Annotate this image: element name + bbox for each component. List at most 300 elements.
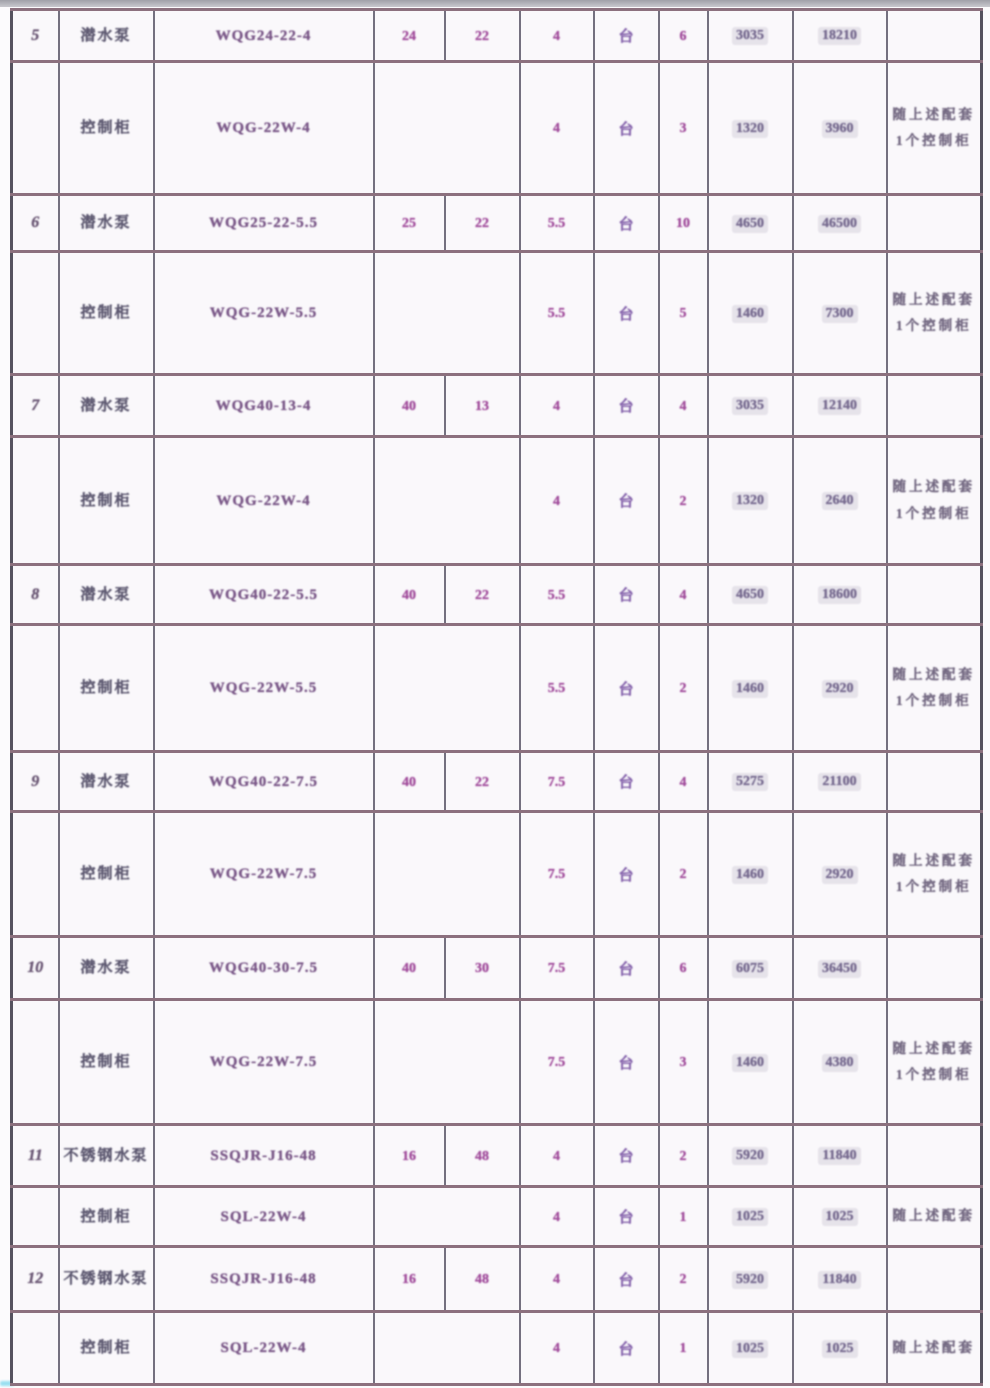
cell-power-text: 7.5 xyxy=(547,774,566,790)
cell-model xyxy=(154,195,374,252)
cell-unit-price-text: 3035 xyxy=(732,27,768,45)
cell-total-price xyxy=(793,1000,887,1125)
pump-row xyxy=(12,1125,982,1187)
cell-unit-text: 台 xyxy=(618,29,634,45)
cell-unit-text: 台 xyxy=(618,867,634,884)
cell-qty-text: 2 xyxy=(679,1272,687,1287)
cell-model xyxy=(154,752,374,812)
cell-unit-price-text: 1460 xyxy=(732,1054,768,1072)
cell-no xyxy=(12,812,59,937)
cell-total-price xyxy=(793,625,887,752)
cell-name-text: 控制柜 xyxy=(80,305,132,321)
cell-flow-text: 40 xyxy=(402,774,416,790)
cell-model-text: WQG-22W-5.5 xyxy=(209,680,318,696)
cell-name xyxy=(59,1312,154,1385)
control-cabinet-row xyxy=(12,437,982,565)
cell-name-text: 潜水泵 xyxy=(80,27,132,44)
cell-no xyxy=(12,62,59,195)
cell-total-price-text: 18210 xyxy=(818,27,861,45)
cell-qty xyxy=(659,1187,708,1247)
cell-no xyxy=(12,437,59,565)
cell-unit-text: 台 xyxy=(618,1149,634,1165)
cell-unit xyxy=(594,625,659,752)
cell-unit-price xyxy=(708,10,793,62)
equipment-table-body xyxy=(12,10,982,1385)
cell-unit xyxy=(594,752,659,812)
cell-unit-price-text: 5920 xyxy=(732,1271,768,1289)
cell-head xyxy=(445,195,520,252)
cell-remark-text: 随上述配套1个控制柜 xyxy=(892,106,975,148)
cell-unit-text: 台 xyxy=(618,306,634,323)
cell-unit-text: 台 xyxy=(618,1272,634,1289)
cell-no-text: 7 xyxy=(31,396,40,414)
cell-power xyxy=(520,937,594,1000)
cell-unit-text: 台 xyxy=(618,1055,634,1072)
cell-unit-text: 台 xyxy=(618,1210,634,1226)
cell-qty-text: 4 xyxy=(679,398,687,414)
cell-flow xyxy=(374,752,445,812)
cell-qty xyxy=(659,937,708,1000)
cell-head xyxy=(445,565,520,625)
cell-flow xyxy=(374,10,445,62)
cell-model xyxy=(154,937,374,1000)
cell-name xyxy=(59,752,154,812)
control-cabinet-row xyxy=(12,1187,982,1247)
cell-remark xyxy=(887,437,982,565)
cell-name xyxy=(59,1187,154,1247)
cell-no xyxy=(12,937,59,1000)
cell-model xyxy=(154,1312,374,1385)
cell-qty xyxy=(659,195,708,252)
cell-total-price-text: 1025 xyxy=(822,1208,858,1226)
control-cabinet-row xyxy=(12,1000,982,1125)
cell-no xyxy=(12,625,59,752)
cell-model xyxy=(154,1125,374,1187)
cell-flow-head-merged xyxy=(374,62,520,195)
cell-qty-text: 6 xyxy=(679,28,687,44)
cell-unit-price xyxy=(708,437,793,565)
cell-remark-text: 随上述配套1个控制柜 xyxy=(892,1040,975,1082)
cell-unit xyxy=(594,1247,659,1312)
cell-unit-price-text: 4650 xyxy=(732,586,768,604)
cell-flow xyxy=(374,1125,445,1187)
cell-name xyxy=(59,1247,154,1312)
cell-qty xyxy=(659,752,708,812)
cell-name xyxy=(59,1125,154,1187)
cell-name xyxy=(59,937,154,1000)
cell-power xyxy=(520,1000,594,1125)
cell-flow-head-merged xyxy=(374,1312,520,1385)
cell-name-text: 控制柜 xyxy=(80,120,132,136)
cell-model-text: WQG40-22-5.5 xyxy=(208,586,319,603)
cell-model-text: SSQJR-J16-48 xyxy=(210,1271,317,1287)
cell-power xyxy=(520,1312,594,1385)
cell-unit-price xyxy=(708,937,793,1000)
cell-qty-text: 3 xyxy=(679,1055,687,1070)
cell-power-text: 5.5 xyxy=(547,681,566,696)
cell-power xyxy=(520,1125,594,1187)
cell-no xyxy=(12,1000,59,1125)
cell-name-text: 控制柜 xyxy=(80,1054,132,1070)
cell-total-price-text: 21100 xyxy=(818,773,860,791)
cell-head xyxy=(445,10,520,62)
cell-qty-text: 4 xyxy=(679,587,687,603)
cell-head-text: 22 xyxy=(475,774,489,790)
pump-row xyxy=(12,937,982,1000)
cell-head-text: 48 xyxy=(475,1148,489,1164)
cell-power-text: 4 xyxy=(553,1272,560,1287)
cell-head-text: 48 xyxy=(475,1272,489,1287)
cell-power xyxy=(520,1247,594,1312)
cell-total-price xyxy=(793,565,887,625)
cell-unit-text: 台 xyxy=(618,216,634,233)
cell-name-text: 控制柜 xyxy=(80,1208,132,1225)
cell-unit xyxy=(594,62,659,195)
cell-total-price-text: 11840 xyxy=(818,1147,860,1165)
cell-head xyxy=(445,1125,520,1187)
cell-unit-price xyxy=(708,1247,793,1312)
cell-total-price-text: 18600 xyxy=(818,586,861,604)
cell-model xyxy=(154,565,374,625)
cell-flow-head-merged xyxy=(374,252,520,375)
cell-model-text: WQG24-22-4 xyxy=(215,27,312,44)
cell-no xyxy=(12,1125,59,1187)
cell-unit xyxy=(594,937,659,1000)
cell-qty xyxy=(659,10,708,62)
cell-unit-price xyxy=(708,1125,793,1187)
cell-model xyxy=(154,1187,374,1247)
cell-model-text: WQG-22W-7.5 xyxy=(209,866,318,882)
cell-power xyxy=(520,437,594,565)
cell-total-price-text: 2920 xyxy=(822,866,858,884)
cell-total-price-text: 7300 xyxy=(822,305,858,323)
pump-row xyxy=(12,195,982,252)
pump-row xyxy=(12,752,982,812)
cell-no-text: 5 xyxy=(31,26,40,44)
cell-qty xyxy=(659,62,708,195)
cell-remark xyxy=(887,1187,982,1247)
scanned-table-page xyxy=(10,8,983,1386)
cell-model-text: SQL-22W-4 xyxy=(220,1208,307,1225)
cell-name-text: 潜水泵 xyxy=(80,960,132,976)
cell-total-price-text: 46500 xyxy=(818,215,861,233)
cell-total-price-text: 2920 xyxy=(822,680,858,698)
cell-unit-price xyxy=(708,752,793,812)
cell-unit-price-text: 5920 xyxy=(732,1147,768,1165)
cell-remark xyxy=(887,937,982,1000)
cell-qty-text: 2 xyxy=(679,681,687,696)
cell-unit xyxy=(594,565,659,625)
cell-unit-price xyxy=(708,62,793,195)
cell-no-text: 9 xyxy=(31,772,40,790)
cell-power xyxy=(520,62,594,195)
cell-power-text: 4 xyxy=(553,28,560,44)
cell-power-text: 4 xyxy=(553,493,560,509)
cell-unit-price-text: 1025 xyxy=(732,1208,768,1226)
cell-name xyxy=(59,625,154,752)
cell-qty xyxy=(659,1247,708,1312)
cell-unit xyxy=(594,812,659,937)
cell-model-text: WQG40-30-7.5 xyxy=(208,960,319,976)
cell-flow-text: 16 xyxy=(402,1148,416,1164)
cell-remark xyxy=(887,752,982,812)
cell-qty-text: 2 xyxy=(679,493,687,509)
cell-head-text: 30 xyxy=(475,961,489,976)
cell-total-price-text: 1025 xyxy=(822,1340,858,1358)
cell-model xyxy=(154,62,374,195)
cell-unit-text: 台 xyxy=(618,494,634,510)
equipment-table xyxy=(10,8,983,1386)
cell-model-text: SQL-22W-4 xyxy=(220,1340,307,1356)
cell-remark xyxy=(887,1000,982,1125)
cell-flow-text: 40 xyxy=(402,587,416,603)
cell-unit-text: 台 xyxy=(618,121,634,138)
cell-name xyxy=(59,252,154,375)
cell-qty xyxy=(659,812,708,937)
cell-model xyxy=(154,1247,374,1312)
cell-name xyxy=(59,565,154,625)
cell-name xyxy=(59,1000,154,1125)
cell-total-price xyxy=(793,937,887,1000)
cell-remark-text: 随上述配套1个控制柜 xyxy=(892,852,975,894)
cell-model xyxy=(154,10,374,62)
cell-qty-text: 3 xyxy=(679,121,687,136)
cell-unit-price xyxy=(708,1312,793,1385)
cell-remark xyxy=(887,565,982,625)
cell-qty-text: 5 xyxy=(679,306,687,321)
cell-head-text: 13 xyxy=(475,398,489,414)
control-cabinet-row xyxy=(12,1312,982,1385)
cell-total-price xyxy=(793,375,887,437)
cell-power xyxy=(520,565,594,625)
cell-no-text: 12 xyxy=(27,1270,44,1287)
cell-qty xyxy=(659,252,708,375)
cell-power-text: 4 xyxy=(553,1148,560,1164)
cell-unit-text: 台 xyxy=(618,775,634,791)
cell-remark xyxy=(887,252,982,375)
cell-qty-text: 1 xyxy=(679,1341,687,1356)
cell-flow xyxy=(374,375,445,437)
cell-qty xyxy=(659,565,708,625)
cell-name xyxy=(59,812,154,937)
cell-unit-price-text: 1025 xyxy=(732,1340,768,1358)
cell-name-text: 潜水泵 xyxy=(80,586,132,603)
cell-unit-price-text: 1460 xyxy=(732,305,768,323)
cell-power-text: 4 xyxy=(553,121,560,136)
cell-no xyxy=(12,752,59,812)
cell-power xyxy=(520,252,594,375)
cell-power-text: 5.5 xyxy=(547,587,566,603)
cell-unit xyxy=(594,195,659,252)
pump-row xyxy=(12,10,982,62)
cell-power xyxy=(520,625,594,752)
cell-unit-price xyxy=(708,375,793,437)
cell-name xyxy=(59,437,154,565)
cell-unit-text: 台 xyxy=(618,1341,634,1358)
cell-remark-text: 随上述配套 xyxy=(892,1208,975,1224)
cell-total-price-text: 2640 xyxy=(822,492,858,510)
cell-name xyxy=(59,375,154,437)
cell-unit-price xyxy=(708,1187,793,1247)
cell-name-text: 控制柜 xyxy=(80,492,132,509)
cell-unit-price-text: 1460 xyxy=(732,866,768,884)
cell-total-price-text: 4380 xyxy=(822,1054,858,1072)
cell-unit xyxy=(594,437,659,565)
cell-name xyxy=(59,62,154,195)
cell-power xyxy=(520,812,594,937)
cell-flow-text: 16 xyxy=(402,1272,416,1287)
cell-power xyxy=(520,1187,594,1247)
cell-qty-text: 2 xyxy=(679,867,687,882)
cell-no xyxy=(12,565,59,625)
cell-power xyxy=(520,375,594,437)
cell-remark xyxy=(887,375,982,437)
cell-unit-price-text: 1320 xyxy=(732,492,768,510)
cell-model xyxy=(154,375,374,437)
cell-head xyxy=(445,937,520,1000)
cell-total-price xyxy=(793,752,887,812)
cell-qty xyxy=(659,375,708,437)
cell-unit xyxy=(594,10,659,62)
cell-power-text: 7.5 xyxy=(547,961,566,976)
cell-no xyxy=(12,1312,59,1385)
cell-flow-head-merged xyxy=(374,812,520,937)
cell-unit xyxy=(594,375,659,437)
cell-qty-text: 4 xyxy=(679,774,687,790)
cell-total-price xyxy=(793,1187,887,1247)
cell-head xyxy=(445,375,520,437)
cell-name-text: 控制柜 xyxy=(80,866,132,882)
pump-row xyxy=(12,1247,982,1312)
cell-model xyxy=(154,437,374,565)
cell-unit-text: 台 xyxy=(618,961,634,978)
cell-name xyxy=(59,10,154,62)
cell-qty xyxy=(659,1000,708,1125)
cell-total-price xyxy=(793,1125,887,1187)
cell-unit-price xyxy=(708,252,793,375)
cell-total-price-text: 12140 xyxy=(818,397,861,415)
cell-no xyxy=(12,10,59,62)
cell-remark xyxy=(887,625,982,752)
cell-unit xyxy=(594,1312,659,1385)
pump-row xyxy=(12,375,982,437)
control-cabinet-row xyxy=(12,812,982,937)
cell-remark xyxy=(887,195,982,252)
control-cabinet-row xyxy=(12,62,982,195)
cell-head xyxy=(445,752,520,812)
cell-power-text: 4 xyxy=(553,1209,560,1225)
cell-no xyxy=(12,195,59,252)
cell-unit-text: 台 xyxy=(618,588,634,604)
cell-flow-text: 40 xyxy=(402,961,416,976)
cell-total-price-text: 36450 xyxy=(818,960,861,978)
cell-flow-head-merged xyxy=(374,1187,520,1247)
cell-flow-head-merged xyxy=(374,1000,520,1125)
cell-model-text: WQG-22W-4 xyxy=(216,492,311,509)
pump-row xyxy=(12,565,982,625)
cell-total-price xyxy=(793,252,887,375)
cell-power xyxy=(520,752,594,812)
cell-unit-price-text: 6075 xyxy=(732,960,768,978)
cell-unit xyxy=(594,1187,659,1247)
cell-no xyxy=(12,1247,59,1312)
cell-power-text: 7.5 xyxy=(547,867,566,882)
cell-unit-price-text: 4650 xyxy=(732,215,768,233)
cell-name-text: 潜水泵 xyxy=(80,215,132,231)
cell-flow-head-merged xyxy=(374,625,520,752)
cell-remark xyxy=(887,1125,982,1187)
cell-remark-text: 随上述配套1个控制柜 xyxy=(892,291,975,333)
cell-qty xyxy=(659,1125,708,1187)
cell-name-text: 控制柜 xyxy=(80,1340,132,1356)
cell-no xyxy=(12,252,59,375)
control-cabinet-row xyxy=(12,625,982,752)
cell-flow xyxy=(374,195,445,252)
cell-no-text: 10 xyxy=(27,959,44,976)
cell-flow-text: 25 xyxy=(402,216,416,231)
cell-name-text: 潜水泵 xyxy=(80,397,132,414)
cell-flow xyxy=(374,1247,445,1312)
cell-model-text: WQG-22W-4 xyxy=(216,120,311,136)
cell-model xyxy=(154,1000,374,1125)
cell-remark-text: 随上述配套 xyxy=(892,1339,975,1355)
cell-unit-price xyxy=(708,565,793,625)
cell-unit xyxy=(594,1125,659,1187)
cell-unit-price-text: 3035 xyxy=(732,397,768,415)
cell-unit-price-text: 5275 xyxy=(732,773,768,791)
cell-flow-text: 40 xyxy=(402,398,416,414)
cell-total-price-text: 3960 xyxy=(822,120,858,138)
cell-no xyxy=(12,1187,59,1247)
cell-remark xyxy=(887,10,982,62)
cell-no-text: 11 xyxy=(27,1146,43,1164)
cell-head-text: 22 xyxy=(475,28,489,44)
cell-no-text: 6 xyxy=(31,214,40,231)
cell-remark-text: 随上述配套1个控制柜 xyxy=(892,666,975,708)
cell-name xyxy=(59,195,154,252)
cell-total-price-text: 11840 xyxy=(818,1271,860,1289)
cell-power xyxy=(520,195,594,252)
cell-power-text: 5.5 xyxy=(547,306,566,321)
cell-qty-text: 6 xyxy=(679,961,687,976)
cell-total-price xyxy=(793,195,887,252)
cell-unit-text: 台 xyxy=(618,681,634,698)
cell-model-text: WQG40-13-4 xyxy=(215,397,312,414)
cell-total-price xyxy=(793,62,887,195)
cell-unit-price-text: 1320 xyxy=(732,120,768,138)
cell-unit-text: 台 xyxy=(618,399,634,415)
cell-total-price xyxy=(793,812,887,937)
cell-total-price xyxy=(793,1247,887,1312)
cell-power-text: 4 xyxy=(553,1341,560,1356)
cell-unit xyxy=(594,252,659,375)
cell-no xyxy=(12,375,59,437)
cell-name-text: 不锈钢水泵 xyxy=(63,1147,149,1164)
cell-model-text: WQG-22W-5.5 xyxy=(209,305,318,321)
cell-head-text: 22 xyxy=(475,587,489,603)
cell-model-text: WQG25-22-5.5 xyxy=(208,215,319,231)
cell-unit-price xyxy=(708,1000,793,1125)
cell-name-text: 不锈钢水泵 xyxy=(63,1271,149,1287)
cell-model-text: SSQJR-J16-48 xyxy=(210,1147,317,1164)
cell-total-price xyxy=(793,1312,887,1385)
cell-unit-price xyxy=(708,195,793,252)
scan-top-edge xyxy=(0,0,990,7)
cell-remark xyxy=(887,812,982,937)
cell-qty-text: 10 xyxy=(676,216,690,231)
cell-qty xyxy=(659,625,708,752)
cell-remark xyxy=(887,1312,982,1385)
